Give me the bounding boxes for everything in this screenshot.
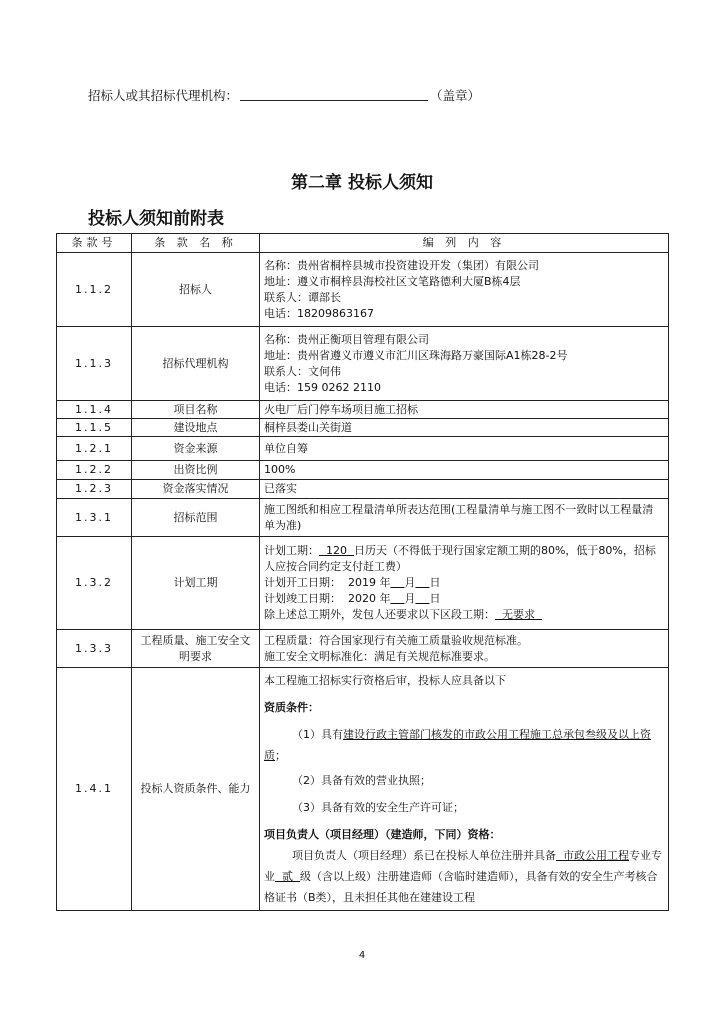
signature-line bbox=[88, 86, 480, 104]
tenderer-name: 名称：贵州省桐梓县城市投资建设开发（集团）有限公司 bbox=[264, 258, 539, 272]
table-row bbox=[57, 499, 669, 537]
qualification-item-3: （3）具备有效的安全生产许可证； bbox=[292, 801, 464, 814]
agency-name: 名称：贵州正衡项目管理有限公司 bbox=[264, 332, 429, 346]
funding-source: 单位自筹 bbox=[260, 437, 669, 461]
header-clause-name: 条 款 名 称 bbox=[132, 234, 260, 253]
table-row bbox=[57, 461, 669, 480]
clause-no: 1.3.3 bbox=[57, 630, 132, 668]
qualification-item-2: （2）具备有效的营业执照； bbox=[292, 774, 431, 787]
table-row bbox=[57, 437, 669, 461]
project-name: 火电厂后门停车场项目施工招标 bbox=[260, 401, 669, 419]
table-row bbox=[57, 480, 669, 499]
clause-name: 资金来源 bbox=[132, 437, 260, 461]
table-row bbox=[57, 537, 669, 630]
signature-label: 招标人或其招标代理机构： bbox=[88, 88, 239, 103]
tenderer-contact: 联系人：谭部长 bbox=[264, 290, 341, 304]
planned-duration: 计划工期： 120 日历天（不得低于现行国家定额工期的80%，低于80%，招标人应按合同约定支付赶工费） bbox=[264, 544, 656, 573]
schedule-content bbox=[260, 537, 669, 630]
clause-no: 1.3.1 bbox=[57, 499, 132, 537]
tenderer-address: 地址：遵义市桐梓县海校社区文笔路德利大厦B栋4层 bbox=[264, 274, 521, 288]
table-row bbox=[57, 630, 669, 668]
table-header-row bbox=[57, 234, 669, 253]
table-row bbox=[57, 253, 669, 327]
clause-name: 项目名称 bbox=[132, 401, 260, 419]
funding-ratio: 100% bbox=[260, 461, 669, 480]
planned-start-date: 计划开工日期： 2019 年 月 日 bbox=[264, 576, 441, 589]
clause-content bbox=[260, 253, 669, 327]
project-manager-title: 项目负责人（项目经理）（建造师，下同）资格： bbox=[264, 828, 501, 841]
clause-name: 投标人资质条件、能力 bbox=[132, 668, 260, 911]
clause-name: 工程质量、施工安全文明要求 bbox=[132, 630, 260, 668]
quality-requirement: 工程质量：符合国家现行有关施工质量验收规范标准。 bbox=[264, 633, 528, 647]
agency-contact: 联系人：文何伟 bbox=[264, 364, 341, 378]
seal-label: （盖章） bbox=[430, 88, 481, 103]
agency-address: 地址：贵州省遵义市遵义市汇川区珠海路万豪国际A1栋28-2号 bbox=[264, 348, 568, 362]
clause-name: 招标范围 bbox=[132, 499, 260, 537]
table-row bbox=[57, 401, 669, 419]
header-clause-no: 条款号 bbox=[57, 234, 132, 253]
planned-finish-date: 计划竣工日期： 2020 年 月 日 bbox=[264, 592, 441, 605]
chapter-title: 第二章 投标人须知 bbox=[291, 173, 433, 193]
clause-no: 1.3.2 bbox=[57, 537, 132, 630]
clause-name: 出资比例 bbox=[132, 461, 260, 480]
clause-name: 计划工期 bbox=[132, 537, 260, 630]
header-content: 编 列 内 容 bbox=[260, 234, 669, 253]
qualification-intro: 本工程施工招标实行资格后审，投标人应具备以下 bbox=[264, 674, 506, 687]
clause-no: 1.1.3 bbox=[57, 327, 132, 401]
quality-safety bbox=[260, 630, 669, 668]
tenderer-phone: 电话：18209863167 bbox=[264, 306, 374, 320]
page-number: 4 bbox=[358, 950, 366, 961]
funding-status: 已落实 bbox=[260, 480, 669, 499]
clause-name: 招标代理机构 bbox=[132, 327, 260, 401]
clause-no: 1.1.2 bbox=[57, 253, 132, 327]
clause-no: 1.1.4 bbox=[57, 401, 132, 419]
clause-no: 1.2.3 bbox=[57, 480, 132, 499]
clause-name: 招标人 bbox=[132, 253, 260, 327]
project-manager-requirement: 项目负责人（项目经理）系已在投标人单位注册并具备 市政公用工程专业专业 贰 级（含以上级）注册建造师（含临时建造师），具备有效的安全生产考核合格证书（B类），且未担任其他在建建设工程 bbox=[264, 849, 662, 904]
clause-no: 1.2.1 bbox=[57, 437, 132, 461]
clause-no: 1.1.5 bbox=[57, 419, 132, 437]
instructions-table bbox=[56, 233, 669, 911]
clause-no: 1.4.1 bbox=[57, 668, 132, 911]
clause-name: 建设地点 bbox=[132, 419, 260, 437]
tender-scope: 施工图纸和相应工程量清单所表达范围(工程量清单与施工图不一致时以工程量清单为准) bbox=[260, 499, 669, 537]
qualification-item-1: （1）具有建设行政主管部门核发的市政公用工程施工总承包叁级及以上资质； bbox=[264, 728, 651, 762]
agency-phone: 电话：159 0262 2110 bbox=[264, 380, 381, 394]
table-title: 投标人须知前附表 bbox=[88, 209, 224, 229]
safety-requirement: 施工安全文明标准化：满足有关规范标准要求。 bbox=[264, 649, 495, 663]
signature-blank bbox=[240, 88, 428, 101]
clause-name: 资金落实情况 bbox=[132, 480, 260, 499]
qualification-title: 资质条件： bbox=[264, 701, 319, 714]
clause-no: 1.2.2 bbox=[57, 461, 132, 480]
table-row bbox=[57, 327, 669, 401]
clause-content bbox=[260, 327, 669, 401]
qualification-content bbox=[260, 668, 669, 911]
construction-site: 桐梓县娄山关街道 bbox=[260, 419, 669, 437]
section-duration: 除上述总工期外，发包人还要求以下区段工期： 无要求 bbox=[264, 608, 542, 621]
table-row bbox=[57, 668, 669, 911]
table-row bbox=[57, 419, 669, 437]
